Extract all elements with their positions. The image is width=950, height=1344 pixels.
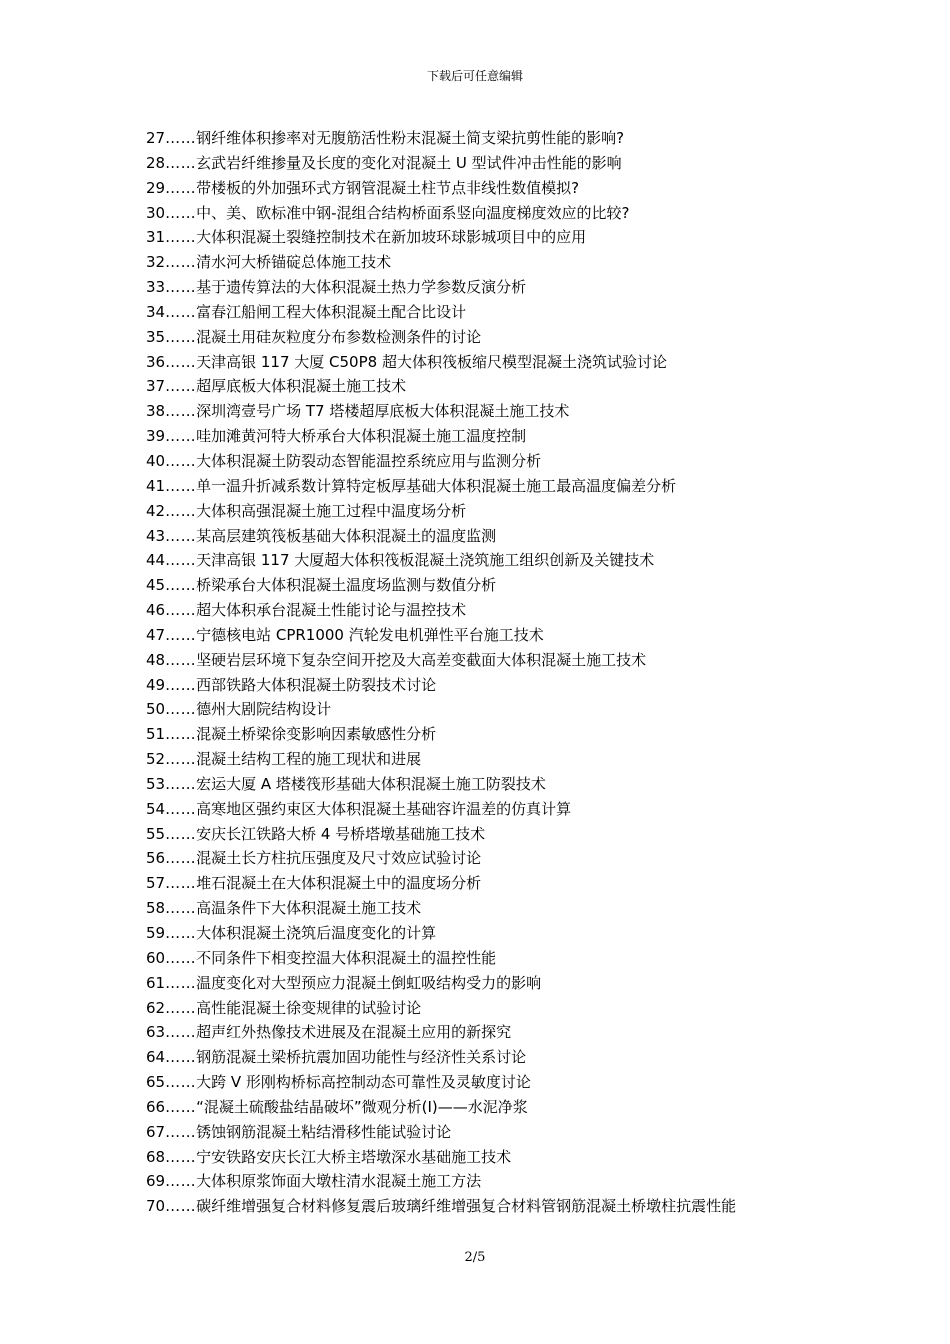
toc-item [146,623,836,648]
toc-item-number: 55 [146,824,166,843]
toc-item-number: 53 [146,774,166,793]
toc-item-number: 30 [146,203,166,222]
toc-item-leader: …… [165,1097,197,1116]
toc-item-title: 堆石混凝土在大体积混凝土中的温度场分析 [196,874,482,893]
toc-item [146,424,836,449]
toc-item-title: 超声红外热像技术进展及在混凝土应用的新探究 [196,1023,512,1042]
toc-item [146,250,836,275]
toc-item [146,822,836,847]
toc-item-number: 49 [146,675,166,694]
toc-item-title: 宏运大厦 A 塔楼筏形基础大体积混凝土施工防裂技术 [196,774,546,793]
toc-item-title: 高温条件下大体积混凝土施工技术 [196,899,422,918]
toc-item-leader: …… [165,203,197,222]
toc-item-leader: …… [165,1147,197,1166]
toc-item-title: 混凝土结构工程的施工现状和进展 [196,750,422,769]
toc-item-title: 中、美、欧标准中钢-混组合结构桥面系竖向温度梯度效应的比较? [196,203,630,222]
toc-item-number: 62 [146,998,166,1017]
toc-item-number: 68 [146,1147,166,1166]
toc-item-title: 大跨 V 形刚构桥标高控制动态可靠性及灵敏度讨论 [196,1073,531,1092]
toc-item-leader: …… [165,253,197,272]
toc-item [146,1045,836,1070]
toc-item-leader: …… [165,278,197,297]
toc-item [146,201,836,226]
toc-item-title: 大体积混凝土防裂动态智能温控系统应用与监测分析 [196,451,542,470]
toc-item-title: 高性能混凝土徐变规律的试验讨论 [196,998,422,1017]
toc-item-leader: …… [165,774,197,793]
toc-item [146,1070,836,1095]
toc-item-number: 31 [146,228,166,247]
toc-item-leader: …… [165,948,197,967]
toc-item-title: 宁德核电站 CPR1000 汽轮发电机弹性平台施工技术 [196,625,544,644]
toc-item-title: 高寒地区强约束区大体积混凝土基础容许温差的仿真计算 [196,799,572,818]
toc-item-title: 天津高银 117 大厦 C50P8 超大体积筏板缩尺模型混凝土浇筑试验讨论 [196,352,667,371]
toc-item-leader: …… [165,1197,197,1216]
toc-item-leader: …… [165,675,197,694]
toc-item-title: 天津高银 117 大厦超大体积筏板混凝土浇筑施工组织创新及关键技术 [196,551,655,570]
toc-item-leader: …… [165,973,197,992]
toc-item [146,225,836,250]
toc-item-leader: …… [165,750,197,769]
toc-item-number: 63 [146,1023,166,1042]
toc-item-leader: …… [165,302,197,321]
toc-item-number: 33 [146,278,166,297]
toc-item-title: 混凝土用硅灰粒度分布参数检测条件的讨论 [196,327,482,346]
toc-item-leader: …… [165,427,197,446]
toc-item [146,1120,836,1145]
toc-item [146,921,836,946]
toc-item-leader: …… [165,377,197,396]
toc-item-title: 德州大剧院结构设计 [196,700,332,719]
toc-item-title: 某高层建筑筏板基础大体积混凝土的温度监测 [196,526,497,545]
toc-item-title: 大体积原浆饰面大墩柱清水混凝土施工方法 [196,1172,482,1191]
toc-item-number: 43 [146,526,166,545]
toc-item [146,350,836,375]
toc-item-number: 48 [146,650,166,669]
toc-item [146,449,836,474]
toc-item [146,499,836,524]
toc-item [146,1095,836,1120]
toc-item [146,697,836,722]
toc-item-leader: …… [165,874,197,893]
toc-item-number: 57 [146,874,166,893]
toc-item-title: 碳纤维增强复合材料修复震后玻璃纤维增强复合材料管钢筋混凝土桥墩柱抗震性能 [196,1197,737,1216]
toc-item-leader: …… [165,451,197,470]
toc-item-leader: …… [165,153,197,172]
toc-item-title: 钢纤维体积掺率对无腹筋活性粉末混凝土简支梁抗剪性能的影响? [196,129,625,147]
toc-item-number: 69 [146,1172,166,1191]
toc-item-title: 不同条件下相变控温大体积混凝土的温控性能 [196,948,497,967]
toc-item [146,846,836,871]
toc-item-title: 哇加滩黄河特大桥承台大体积混凝土施工温度控制 [196,427,527,446]
toc-item-leader: …… [165,1023,197,1042]
toc-item-leader: …… [165,924,197,942]
toc-item-leader: …… [165,327,197,346]
toc-item-leader: …… [165,1122,197,1141]
toc-item [146,1145,836,1170]
toc-item-number: 29 [146,178,166,197]
toc-item [146,598,836,623]
toc-item-leader: …… [165,725,197,744]
toc-item-leader: …… [165,1048,197,1067]
page-header: 下载后可任意编辑 [426,69,523,83]
toc-item-number: 54 [146,799,166,818]
toc-item-leader: …… [165,899,197,918]
toc-item [146,548,836,573]
toc-item-title: 大体积混凝土浇筑后温度变化的计算 [196,924,437,942]
toc-item-leader: …… [165,799,197,818]
toc-item-number: 58 [146,899,166,918]
toc-item [146,126,836,151]
toc-item-number: 46 [146,601,166,620]
toc-item-leader: …… [165,178,197,197]
toc-item-leader: …… [165,849,197,868]
toc-item-number: 56 [146,849,166,868]
toc-item-number: 39 [146,427,166,446]
toc-item [146,946,836,971]
toc-item-title: 超大体积承台混凝土性能讨论与温控技术 [196,601,467,620]
toc-item-leader: …… [165,700,197,719]
toc-item-leader: …… [165,501,197,520]
toc-item-title: 带楼板的外加强环式方钢管混凝土柱节点非线性数值模拟? [196,178,580,197]
toc-item [146,474,836,499]
toc-item [146,772,836,797]
toc-item-title: 坚硬岩层环境下复杂空间开挖及大高差变截面大体积混凝土施工技术 [196,650,647,669]
toc-item-leader: …… [165,1172,197,1191]
toc-item [146,1194,836,1219]
toc-item-number: 36 [146,352,166,371]
toc-item [146,573,836,598]
toc-item-number: 65 [146,1073,166,1092]
toc-item [146,971,836,996]
toc-item [146,1020,836,1045]
toc-item-leader: …… [165,228,197,247]
toc-item [146,722,836,747]
toc-item [146,275,836,300]
toc-item-number: 66 [146,1097,166,1116]
toc-item-title: 桥梁承台大体积混凝土温度场监测与数值分析 [196,576,497,595]
toc-item-leader: …… [165,650,197,669]
toc-item-leader: …… [165,402,197,421]
toc-item [146,524,836,549]
toc-item [146,399,836,424]
toc-item-leader: …… [165,576,197,595]
toc-item-leader: …… [165,998,197,1017]
toc-item [146,871,836,896]
toc-item-leader: …… [165,526,197,545]
toc-item-number: 37 [146,377,166,396]
toc-item-number: 40 [146,451,166,470]
toc-item-number: 51 [146,725,166,744]
toc-item-leader: …… [165,601,197,620]
toc-item-leader: …… [165,824,197,843]
toc-item-title: 基于遗传算法的大体积混凝土热力学参数反演分析 [196,278,527,297]
toc-item-title: 深圳湾壹号广场 T7 塔楼超厚底板大体积混凝土施工技术 [196,402,570,421]
toc-item-number: 34 [146,302,166,321]
toc-item [146,176,836,201]
toc-item-number: 47 [146,625,166,644]
toc-item-number: 45 [146,576,166,595]
toc-item-title: “混凝土硫酸盐结晶破坏”微观分析(I)——水泥净浆 [196,1097,528,1116]
toc-item-number: 41 [146,476,166,495]
toc-item-number: 60 [146,948,166,967]
toc-item-number: 38 [146,402,166,421]
toc-item [146,747,836,772]
toc-item-number: 67 [146,1122,166,1141]
toc-item [146,151,836,176]
toc-item-title: 安庆长江铁路大桥 4 号桥塔墩基础施工技术 [196,824,486,843]
toc-item-title: 大体积高强混凝土施工过程中温度场分析 [196,501,467,520]
toc-item-title: 温度变化对大型预应力混凝土倒虹吸结构受力的影响 [196,973,542,992]
toc-item-number: 70 [146,1197,166,1216]
toc-item-number: 42 [146,501,166,520]
toc-item-title: 单一温升折减系数计算特定板厚基础大体积混凝土施工最高温度偏差分析 [196,476,677,495]
toc-item-title: 混凝土长方柱抗压强度及尺寸效应试验讨论 [196,849,482,868]
toc-item-title: 钢筋混凝土梁桥抗震加固功能性与经济性关系讨论 [196,1048,527,1067]
toc-item-number: 27 [146,129,166,147]
toc-item-title: 超厚底板大体积混凝土施工技术 [196,377,407,396]
toc-item [146,673,836,698]
toc-item-title: 大体积混凝土裂缝控制技术在新加坡环球影城项目中的应用 [196,228,587,247]
toc-item-number: 64 [146,1048,166,1067]
toc-item [146,797,836,822]
toc-item-number: 52 [146,750,166,769]
toc-item-number: 50 [146,700,166,719]
toc-item-title: 宁安铁路安庆长江大桥主塔墩深水基础施工技术 [196,1147,512,1166]
toc-item [146,325,836,350]
toc-item-title: 混凝土桥梁徐变影响因素敏感性分析 [196,725,437,744]
toc-item-title: 锈蚀钢筋混凝土粘结滑移性能试验讨论 [196,1122,452,1141]
toc-item-leader: …… [165,476,197,495]
toc-item-title: 富春江船闸工程大体积混凝土配合比设计 [196,302,467,321]
toc-item [146,374,836,399]
toc-item [146,648,836,673]
toc-item-title: 清水河大桥锚碇总体施工技术 [196,253,392,272]
toc-item-title: 玄武岩纤维掺量及长度的变化对混凝土 U 型试件冲击性能的影响 [196,153,622,172]
toc-item [146,300,836,325]
toc-item [146,896,836,921]
toc-item-number: 59 [146,924,166,942]
toc-list [146,126,836,1219]
toc-item-leader: …… [165,129,197,147]
toc-item-number: 61 [146,973,166,992]
toc-item-number: 28 [146,153,166,172]
toc-item-number: 35 [146,327,166,346]
toc-item-number: 32 [146,253,166,272]
toc-item-leader: …… [165,625,197,644]
toc-item-number: 44 [146,551,166,570]
toc-item-leader: …… [165,551,197,570]
toc-item-title: 西部铁路大体积混凝土防裂技术讨论 [196,675,437,694]
toc-item [146,1169,836,1194]
toc-item-leader: …… [165,352,197,371]
toc-item-leader: …… [165,1073,197,1092]
toc-item [146,996,836,1021]
page-number: 2/5 [464,1250,486,1265]
